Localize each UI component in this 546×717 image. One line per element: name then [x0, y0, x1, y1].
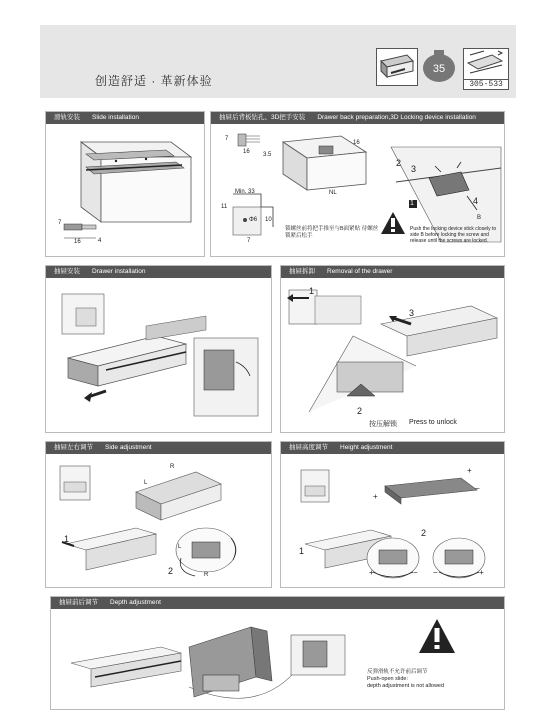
title-en: Drawer back preparation,3D Locking device installation [317, 114, 476, 121]
label-minus-1: − [475, 484, 480, 493]
dim-phi4: 4 [98, 238, 102, 244]
title-en: Slide installation [92, 114, 139, 121]
note-cn: 锁螺丝前将把手推至与B面紧贴 待螺丝锁紧后松手 [285, 226, 379, 239]
step-1: 1 [410, 200, 414, 207]
note-en: Push the locking device stick closely to side B before locking the screw and release until the screws are locked. [410, 226, 497, 244]
length-range-icon [463, 48, 509, 90]
step-2: 2 [357, 406, 363, 416]
note-en-line-1: Push-open slide: [367, 676, 408, 682]
title-cn: 抽屉后背板钻孔、3D把手安装 [219, 114, 306, 121]
step-2: 2 [168, 566, 174, 576]
title-en: Side adjustment [105, 444, 152, 451]
title-cn: 抽屉拆卸 [289, 268, 315, 275]
title-en: Height adjustment [340, 444, 393, 451]
panel-slide-installation [45, 111, 205, 257]
step-4: 4 [473, 196, 479, 206]
title-cn: 抽屉前后调节 [59, 599, 98, 606]
title-en: Depth adjustment [110, 599, 161, 606]
note-cn-line: 反弹滑轨不允许前后调节 [367, 669, 428, 675]
label-l: L [178, 544, 182, 550]
label-r-top: R [170, 464, 175, 470]
dim-min33: Min. 33 [235, 189, 255, 195]
dim-16: 16 [243, 149, 250, 155]
dim-phi7: 7 [58, 220, 62, 226]
panel-height-adjustment [280, 441, 505, 588]
step-1: 1 [64, 534, 70, 544]
load-weight-icon [421, 48, 457, 84]
dim-7: 7 [247, 238, 251, 244]
dim-10: 10 [265, 217, 272, 223]
step-2: 2 [421, 528, 427, 538]
dim-phi7: 7 [225, 136, 229, 142]
step-2: 2 [396, 158, 402, 168]
label-r: R [204, 572, 209, 578]
dim-11: 11 [221, 204, 228, 210]
note-en-line-2: depth adjustment is not allowed [367, 683, 445, 689]
title-cn: 抽屉安装 [54, 268, 80, 275]
step-3: 3 [409, 308, 415, 318]
depth-note [367, 669, 497, 690]
label-plus-1: + [373, 492, 378, 501]
step-3: 3 [411, 164, 417, 174]
dim-16b: 16 [353, 140, 360, 146]
panel-side-adjustment [45, 441, 272, 588]
panel-depth-adjustment [50, 596, 505, 710]
panel-drawer-installation [45, 265, 272, 433]
label-l-top: L [144, 480, 148, 486]
length-range-label: 305-533 [464, 79, 508, 89]
label-minus-3: − [433, 568, 438, 577]
title-cn: 滑轨安装 [54, 114, 80, 121]
panel-drawer-back-preparation [210, 111, 505, 257]
unlock-en: Press to unlock [409, 419, 457, 426]
label-plus-3: + [369, 568, 374, 577]
page-title: 创造舒适 · 革新体验 [95, 74, 213, 88]
unlock-cn: 按压解锁 [369, 421, 397, 428]
dim-16: 16 [74, 239, 81, 245]
step-1: 1 [309, 286, 315, 296]
title-en: Removal of the drawer [327, 268, 393, 275]
panel-removal-of-drawer [280, 265, 505, 433]
label-plus-2: + [467, 466, 472, 475]
dim-3-5: 3.5 [263, 152, 272, 158]
label-side-b: B [477, 215, 482, 221]
label-plus-4: + [479, 568, 484, 577]
label-minus-2: − [413, 568, 418, 577]
title-en: Drawer installation [92, 268, 146, 275]
title-cn: 抽屉左右调节 [54, 444, 93, 451]
drawer-slide-icon [376, 48, 418, 86]
step-1: 1 [299, 546, 305, 556]
dim-phi6: Φ6 [249, 217, 258, 223]
dim-nl: NL [329, 190, 337, 196]
title-cn: 抽屉高度调节 [289, 444, 328, 451]
load-rating-badge: 35 [432, 63, 446, 75]
